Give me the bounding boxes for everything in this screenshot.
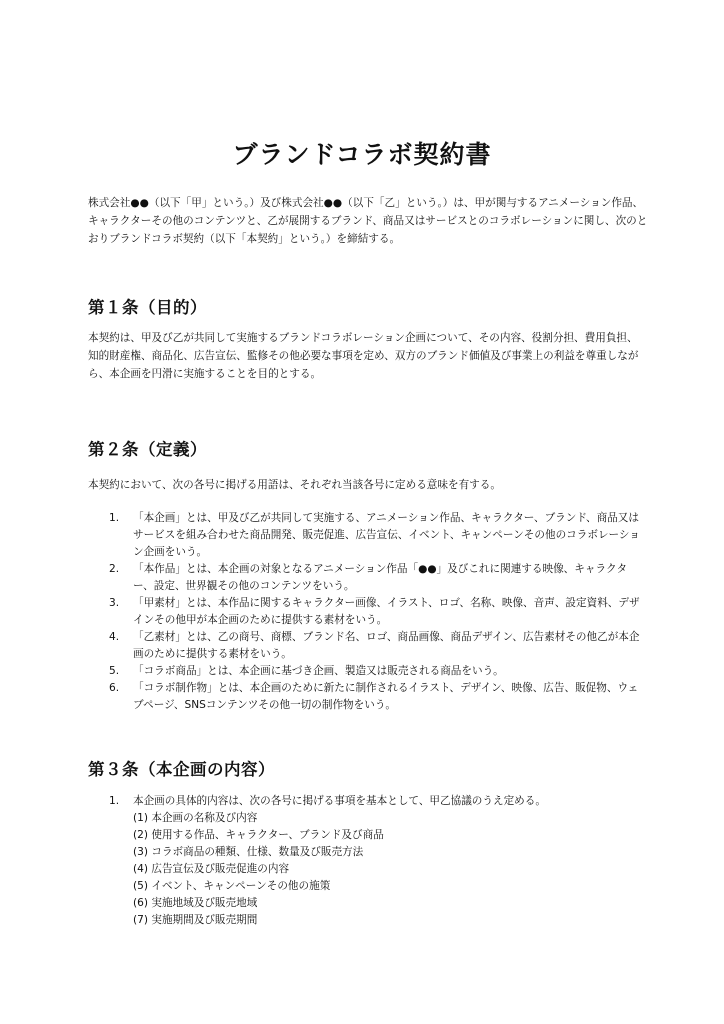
sub-list-item: (1) 本企画の名称及び内容 — [133, 812, 258, 824]
list-item-text: 「本企画」とは、甲及び乙が共同して実施する、アニメーション作品、キャラクター、ブランド、商品又はサービスを組み合わせた商品開発、販売促進、広告宣伝、イベント、キャンペーンその他のコラボレーション企画をいう。 — [133, 512, 640, 558]
list-item-number: 5. — [109, 665, 120, 677]
sub-list-item: (3) コラボ商品の種類、仕様、数量及び販売方法 — [133, 846, 364, 858]
preamble: 株式会社●●（以下「甲」という。）及び株式会社●●（以下「乙」という。）は、甲が関与するアニメーション作品、キャラクターその他のコンテンツと、乙が展開するブランド、商品又はサービスとのコラボレーションに関し、次のとおりブランドコラボ契約（以下「本契約」という。）を締結する。 — [88, 197, 648, 245]
list-item-text: 「コラボ制作物」とは、本企画のために新たに制作されるイラスト、デザイン、映像、広告、販促物、ウェブページ、SNSコンテンツその他一切の制作物をいう。 — [133, 682, 639, 711]
list-item — [88, 629, 648, 663]
article-3-heading: 第３条（本企画の内容） — [88, 760, 275, 779]
article-2-definitions-list — [88, 510, 648, 714]
sub-list-item: (7) 実施期間及び販売期間 — [133, 914, 258, 926]
article-1-heading: 第１条（目的） — [88, 298, 207, 317]
sub-list-item: (2) 使用する作品、キャラクター、ブランド及び商品 — [133, 829, 384, 841]
list-item-number: 6. — [109, 682, 120, 694]
list-item-number: 3. — [109, 597, 120, 609]
sub-list-item: (6) 実施地域及び販売地域 — [133, 897, 258, 909]
list-item-number: 2. — [109, 563, 120, 575]
list-item — [88, 595, 648, 629]
list-item-text: 「甲素材」とは、本作品に関するキャラクター画像、イラスト、ロゴ、名称、映像、音声、設定資料、デザインその他甲が本企画のために提供する素材をいう。 — [133, 597, 640, 626]
list-item-number: 4. — [109, 631, 120, 643]
list-item-number: 1. — [109, 512, 120, 524]
list-item-number: 1. — [109, 795, 120, 807]
list-item-text: 「コラボ商品」とは、本企画に基づき企画、製造又は販売される商品をいう。 — [133, 665, 504, 677]
document-title: ブランドコラボ契約書 — [232, 139, 492, 169]
list-item — [88, 510, 648, 561]
list-item — [88, 561, 648, 595]
list-item-text: 「本作品」とは、本企画の対象となるアニメーション作品「●●」及びこれに関連する映像、キャラクター、設定、世界観その他のコンテンツをいう。 — [133, 563, 628, 592]
list-item — [88, 680, 648, 714]
sub-list-item: (4) 広告宣伝及び販売促進の内容 — [133, 863, 290, 875]
list-item-text: 「乙素材」とは、乙の商号、商標、ブランド名、ロゴ、商品画像、商品デザイン、広告素材その他乙が本企画のために提供する素材をいう。 — [133, 631, 640, 660]
article-1-body: 本契約は、甲及び乙が共同して実施するブランドコラボレーション企画について、その内容、役割分担、費用負担、知的財産権、商品化、広告宣伝、監修その他必要な事項を定め、双方のブランド価値及び事業上の利益を尊重しながら、本企画を円滑に実施することを目的とする。 — [88, 332, 639, 380]
article-2-intro: 本契約において、次の各号に掲げる用語は、それぞれ当該各号に定める意味を有する。 — [88, 479, 501, 491]
list-item — [88, 663, 648, 680]
list-item — [88, 793, 648, 810]
article-3-sublist — [133, 810, 633, 929]
article-2-heading: 第２条（定義） — [88, 440, 207, 459]
article-3-list — [88, 793, 648, 810]
list-item-text: 本企画の具体的内容は、次の各号に掲げる事項を基本として、甲乙協議のうえ定める。 — [133, 795, 546, 807]
sub-list-item: (5) イベント、キャンペーンその他の施策 — [133, 880, 331, 892]
